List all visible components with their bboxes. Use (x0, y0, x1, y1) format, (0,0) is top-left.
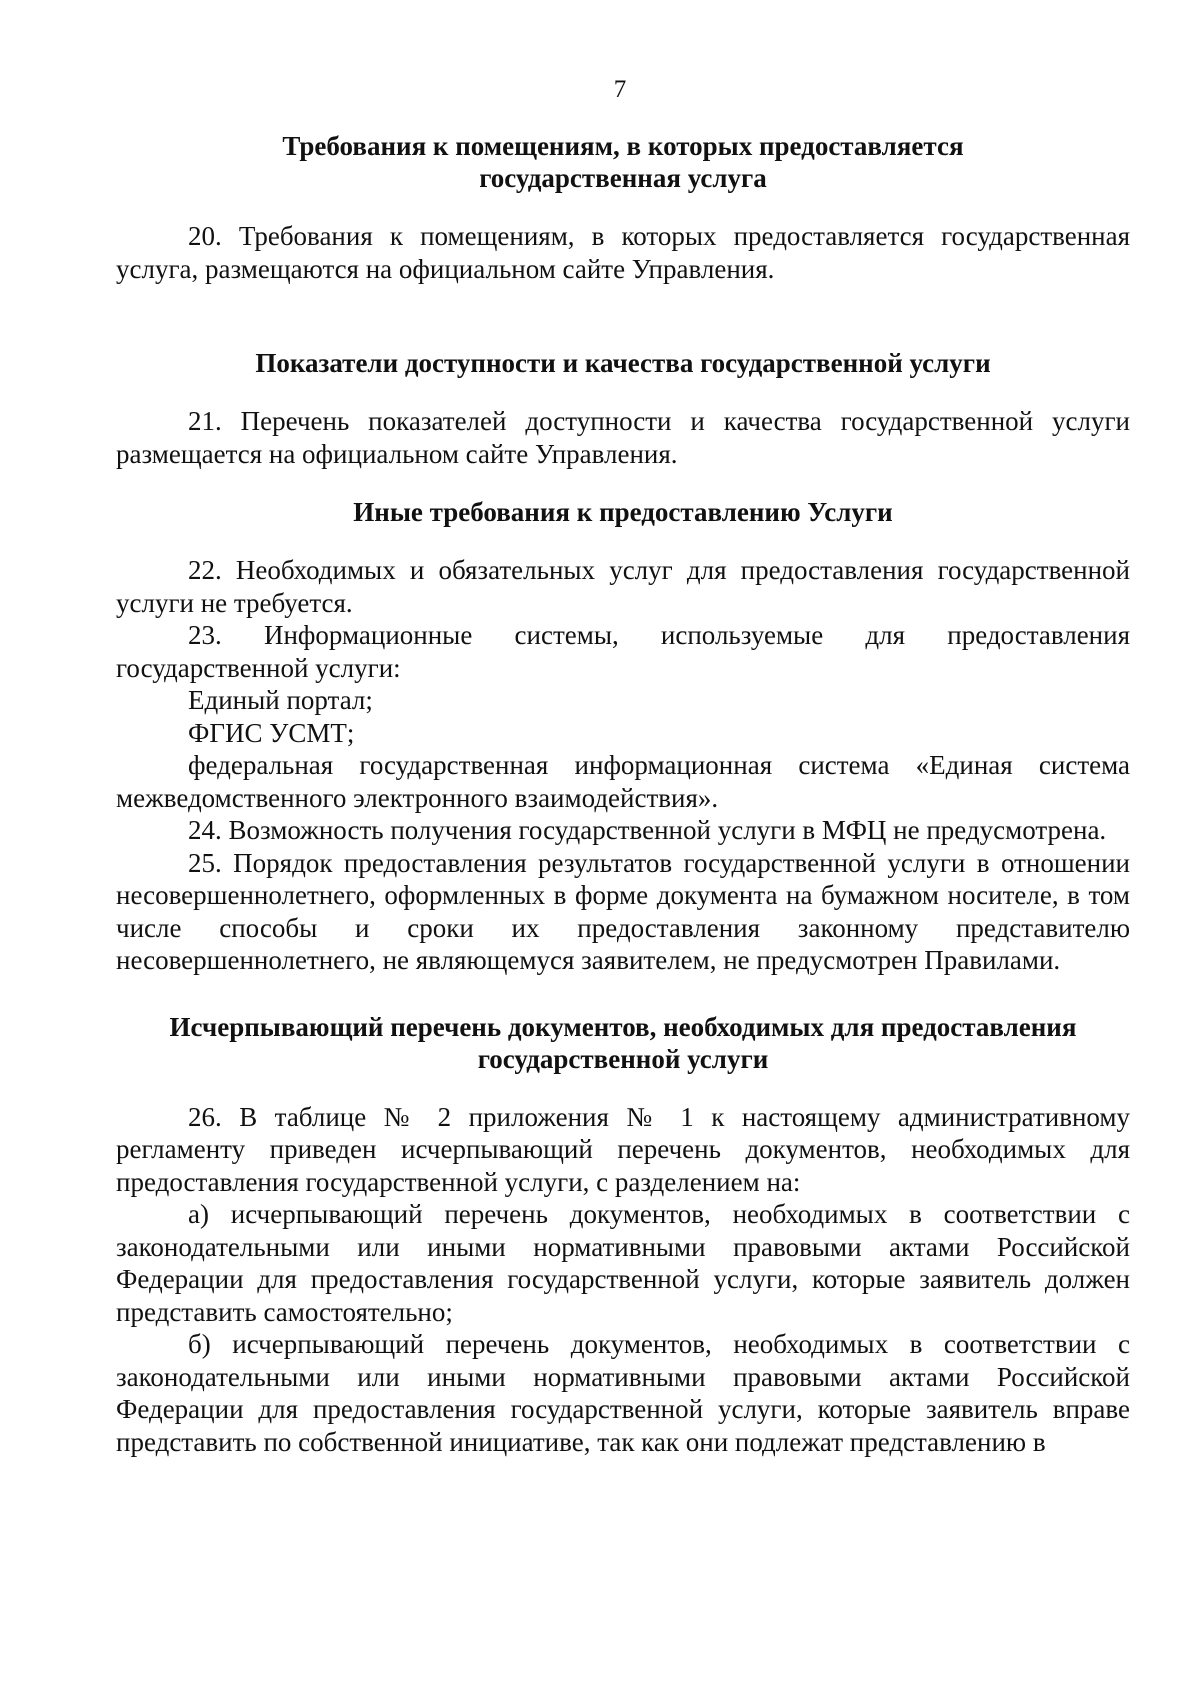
heading-line: Требования к помещениям, в которых предоставляется (282, 131, 964, 161)
paragraph-23: 23. Информационные системы, используемые для предоставления государственной услуги: (116, 620, 1130, 683)
section-heading-documents (116, 1011, 1130, 1075)
paragraph-22: 22. Необходимых и обязательных услуг для предоставления государственной услуги не требуется. (116, 555, 1130, 618)
heading-line: Исчерпывающий перечень документов, необходимых для предоставления (169, 1011, 1077, 1042)
paragraph-21: 21. Перечень показателей доступности и качества государственной услуги размещается на официальном сайте Управления. (116, 406, 1130, 469)
page-number: 7 (613, 76, 627, 103)
section-heading-indicators: Показатели доступности и качества государственной услуги (255, 348, 991, 378)
heading-line: государственной услуги (477, 1043, 769, 1074)
paragraph-24: 24. Возможность получения государственной услуги в МФЦ не предусмотрена. (188, 815, 1107, 845)
paragraph-23-item-1: Единый портал; (188, 685, 373, 715)
paragraph-26-a: а) исчерпывающий перечень документов, необходимых в соответствии с законодательными или иными нормативными правовыми актами Российской Федерации для предоставления государственной услуги, которые заявитель должен представить самостоятельно; (116, 1199, 1130, 1327)
document-body (116, 130, 1130, 1458)
paragraph-20: 20. Требования к помещениям, в которых предоставляется государственная услуга, размещаются на официальном сайте Управления. (116, 221, 1130, 284)
paragraph-23-item-2: ФГИС УСМТ; (188, 717, 355, 748)
paragraph-23-item-3: федеральная государственная информационная система «Единая система межведомственного электронного взаимодействия». (116, 750, 1130, 813)
section-heading-premises (116, 130, 1130, 194)
paragraph-26: 26. В таблице № 2 приложения № 1 к настоящему административному регламенту приведен исчерпывающий перечень документов, необходимых для предоставления государственной услуги, с разделением на: (116, 1101, 1130, 1197)
paragraph-25: 25. Порядок предоставления результатов государственной услуги в отношении несовершеннолетнего, оформленных в форме документа на бумажном носителе, в том числе способы и сроки их предоставления законному представителю несовершеннолетнего, не являющемуся заявителем, не предусмотрен Правилами. (116, 847, 1130, 975)
section-heading-other: Иные требования к предоставлению Услуги (353, 497, 893, 527)
heading-line: государственная услуга (479, 163, 767, 193)
paragraph-26-b: б) исчерпывающий перечень документов, необходимых в соответствии с законодательными или иными нормативными правовыми актами Российской Федерации для предоставления государственной услуги, которые заявитель вправе представить по собственной инициативе, так как они подлежат представлению в (116, 1329, 1130, 1457)
